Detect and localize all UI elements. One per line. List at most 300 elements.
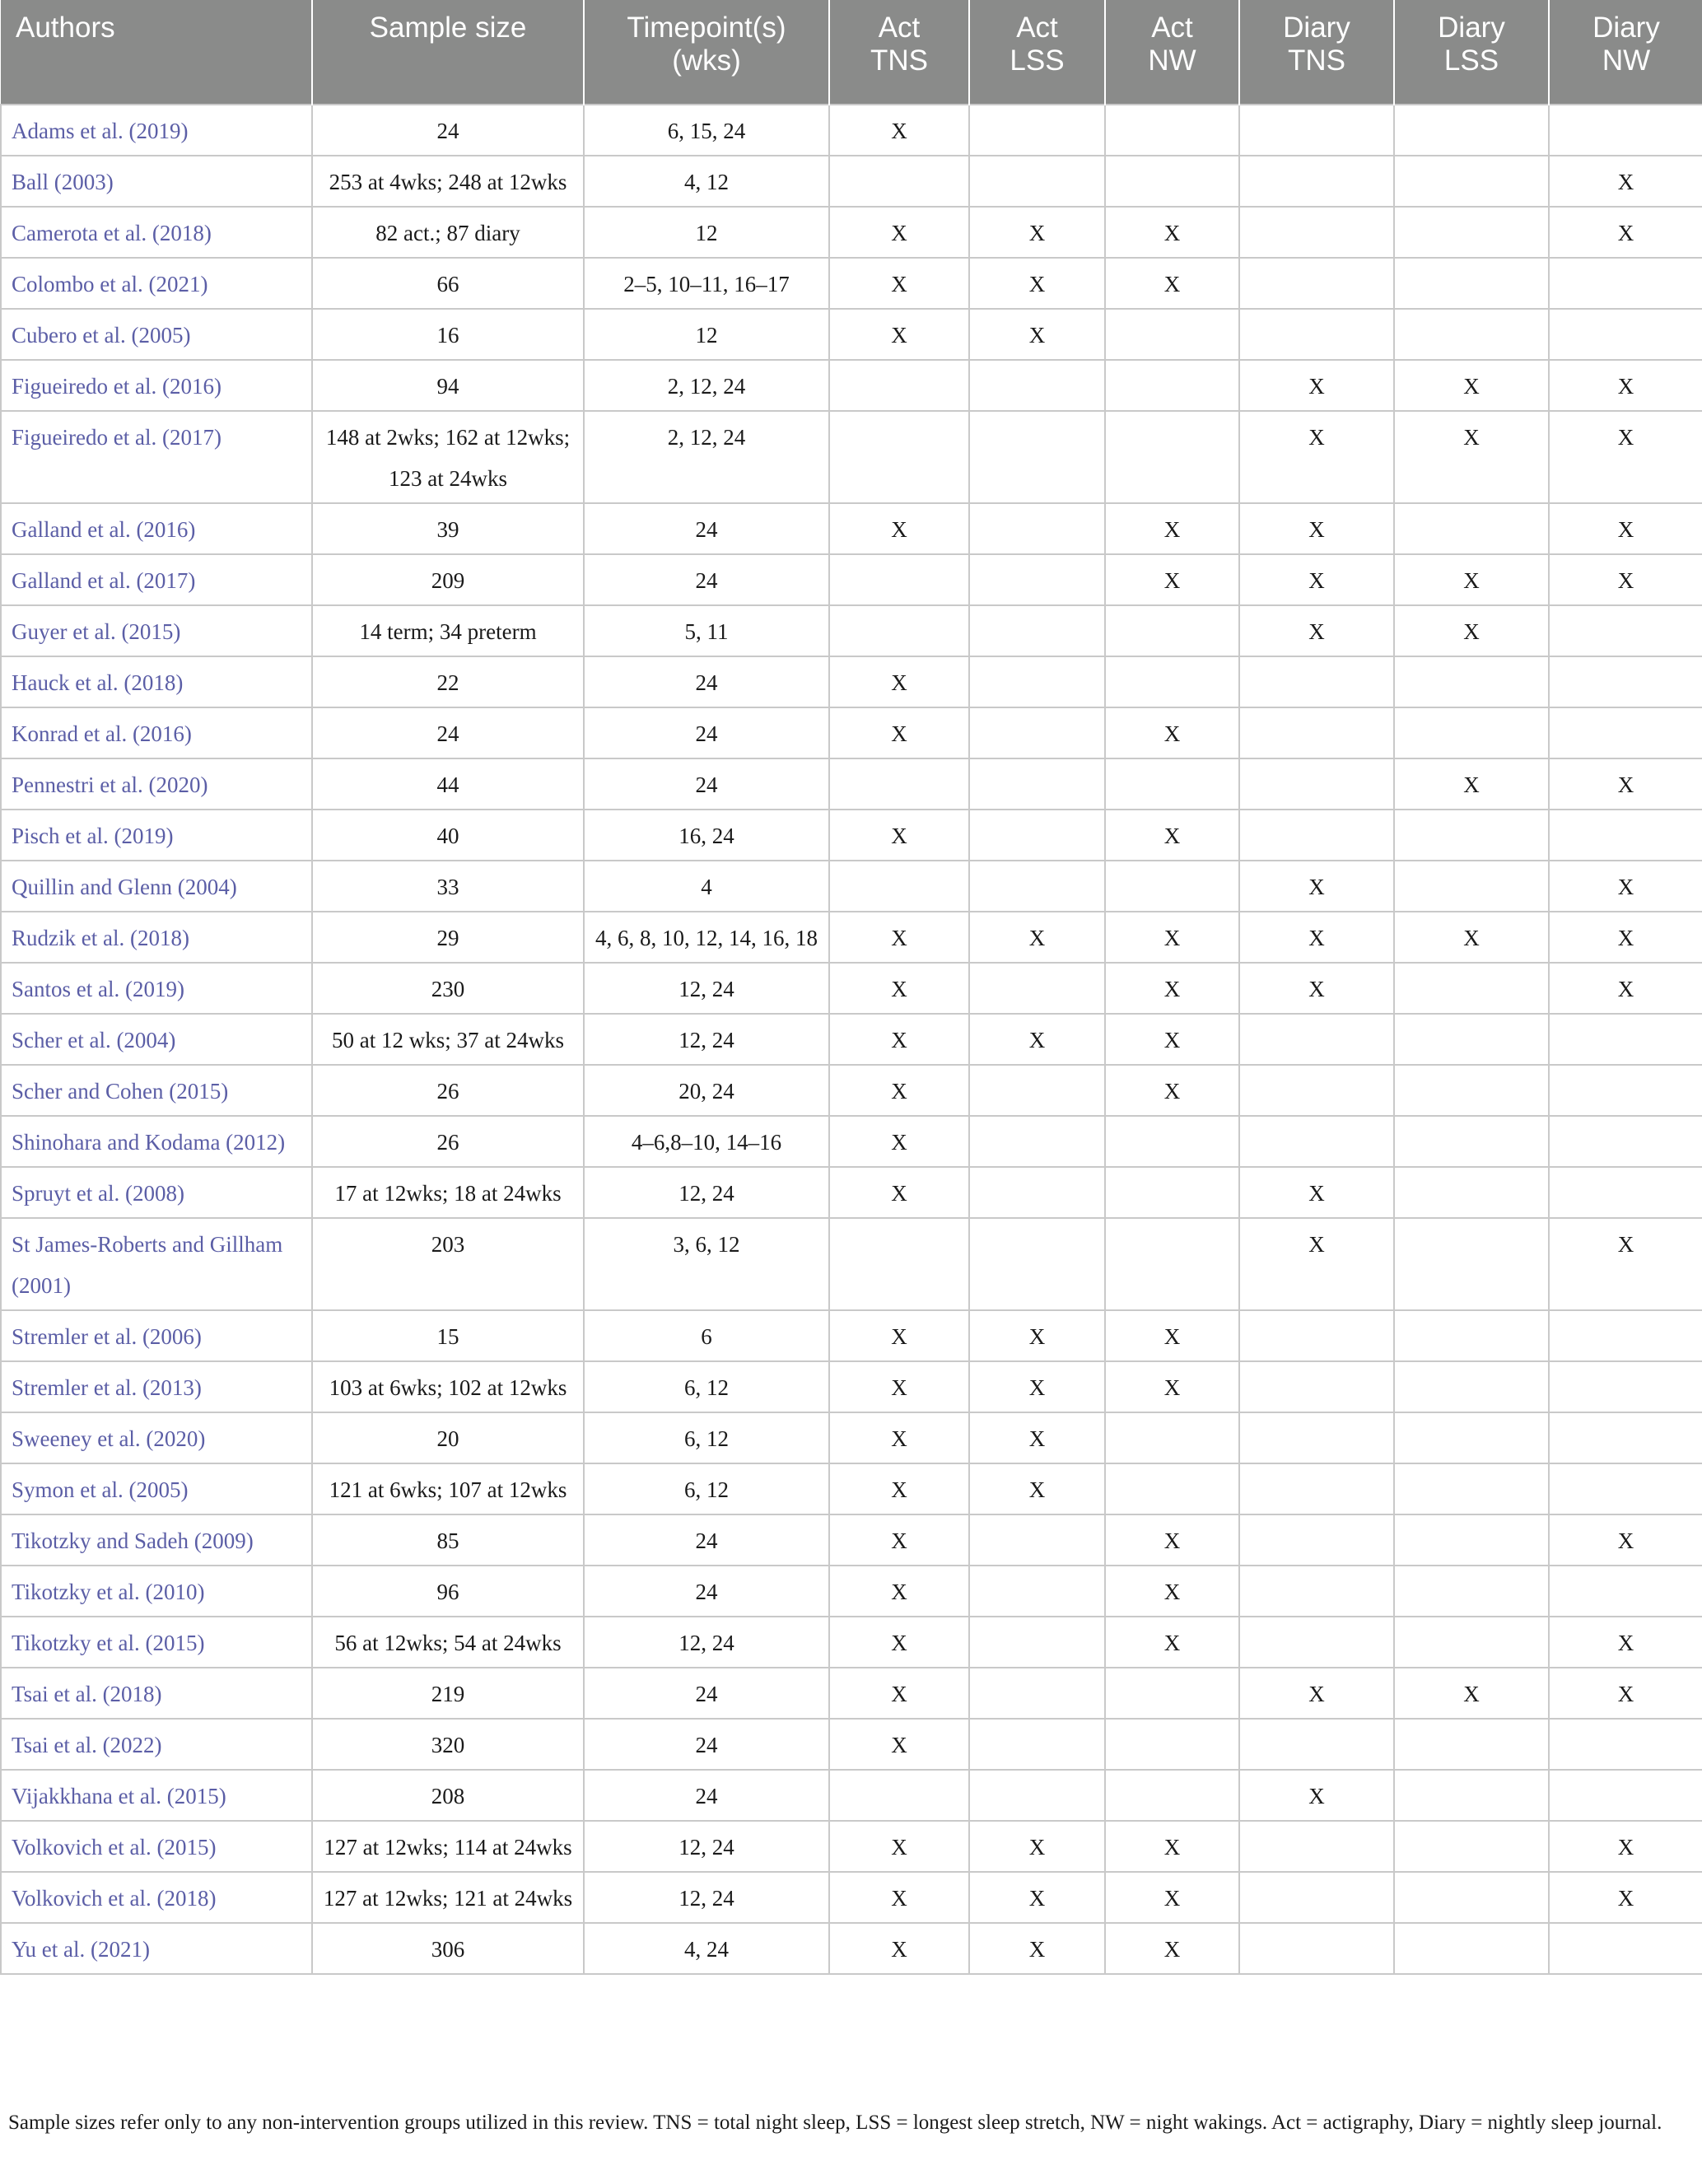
sample-size-cell: 96: [312, 1566, 584, 1617]
mark-cell-diary-tns: X: [1239, 411, 1394, 503]
mark-cell-diary-nw: [1549, 1719, 1702, 1770]
timepoints-cell: 4–6,8–10, 14–16: [584, 1116, 829, 1167]
header-act-nw-line: Act: [1151, 12, 1193, 44]
timepoints-cell: 4: [584, 861, 829, 912]
author-link[interactable]: Scher et al. (2004): [1, 1014, 312, 1065]
mark-cell-act-nw: [1105, 1668, 1239, 1719]
mark-cell-diary-nw: [1549, 1923, 1702, 1974]
timepoints-cell: 12: [584, 309, 829, 360]
table-row: [1, 1872, 1702, 1923]
mark-cell-act-lss: X: [969, 207, 1105, 258]
mark-cell-diary-lss: [1394, 1218, 1549, 1310]
mark-cell-act-lss: [969, 656, 1105, 707]
mark-cell-act-lss: [969, 411, 1105, 503]
mark-cell-diary-lss: [1394, 1361, 1549, 1412]
sample-size-cell: 253 at 4wks; 248 at 12wks: [312, 156, 584, 207]
mark-cell-diary-tns: [1239, 1719, 1394, 1770]
mark-cell-act-nw: [1105, 605, 1239, 656]
mark-cell-act-nw: [1105, 1770, 1239, 1821]
mark-cell-act-lss: X: [969, 1014, 1105, 1065]
mark-cell-act-tns: X: [829, 1617, 969, 1668]
mark-cell-act-nw: X: [1105, 1065, 1239, 1116]
mark-cell-diary-nw: [1549, 1014, 1702, 1065]
mark-cell-act-lss: [969, 360, 1105, 411]
mark-cell-diary-tns: [1239, 810, 1394, 861]
table-row: [1, 1361, 1702, 1412]
sample-size-cell: 208: [312, 1770, 584, 1821]
mark-cell-diary-nw: [1549, 707, 1702, 758]
sample-size-cell: 40: [312, 810, 584, 861]
mark-cell-act-tns: [829, 861, 969, 912]
mark-cell-act-tns: X: [829, 1412, 969, 1463]
author-link[interactable]: Stremler et al. (2013): [1, 1361, 312, 1412]
mark-cell-diary-nw: X: [1549, 156, 1702, 207]
timepoints-cell: 24: [584, 1566, 829, 1617]
mark-cell-act-tns: X: [829, 1719, 969, 1770]
table-row: [1, 605, 1702, 656]
mark-cell-act-tns: [829, 360, 969, 411]
author-link[interactable]: Spruyt et al. (2008): [1, 1167, 312, 1218]
sample-size-cell: 20: [312, 1412, 584, 1463]
mark-cell-diary-nw: X: [1549, 207, 1702, 258]
sample-size-cell: 230: [312, 963, 584, 1014]
sample-size-cell: 127 at 12wks; 121 at 24wks: [312, 1872, 584, 1923]
table-row: [1, 912, 1702, 963]
timepoints-cell: 6, 12: [584, 1463, 829, 1514]
timepoints-cell: 12: [584, 207, 829, 258]
table-row: [1, 1310, 1702, 1361]
mark-cell-diary-tns: [1239, 1617, 1394, 1668]
sample-size-cell: 22: [312, 656, 584, 707]
mark-cell-diary-lss: [1394, 503, 1549, 554]
mark-cell-diary-tns: [1239, 707, 1394, 758]
mark-cell-diary-tns: X: [1239, 360, 1394, 411]
mark-cell-diary-nw: [1549, 1310, 1702, 1361]
sample-size-cell: 24: [312, 105, 584, 156]
mark-cell-diary-lss: [1394, 963, 1549, 1014]
timepoints-cell: 24: [584, 554, 829, 605]
timepoints-cell: 24: [584, 1668, 829, 1719]
mark-cell-diary-nw: X: [1549, 1218, 1702, 1310]
mark-cell-act-nw: [1105, 360, 1239, 411]
author-link[interactable]: Tikotzky et al. (2015): [1, 1617, 312, 1668]
mark-cell-diary-tns: [1239, 1821, 1394, 1872]
mark-cell-diary-tns: X: [1239, 1668, 1394, 1719]
mark-cell-act-tns: X: [829, 1116, 969, 1167]
header-sample-size-line: Sample size: [369, 12, 527, 44]
timepoints-cell: 12, 24: [584, 963, 829, 1014]
table-row: [1, 1412, 1702, 1463]
mark-cell-act-tns: X: [829, 810, 969, 861]
mark-cell-diary-nw: [1549, 1566, 1702, 1617]
header-diary-tns-line: Diary: [1283, 12, 1350, 44]
mark-cell-diary-tns: [1239, 1014, 1394, 1065]
mark-cell-act-lss: X: [969, 912, 1105, 963]
sample-size-cell: 148 at 2wks; 162 at 12wks; 123 at 24wks: [312, 411, 584, 503]
header-timepoints-line: Timepoint(s): [627, 12, 786, 44]
timepoints-cell: 6, 12: [584, 1412, 829, 1463]
mark-cell-act-lss: [969, 1116, 1105, 1167]
table-footnote: Sample sizes refer only to any non-intervention groups utilized in this review. TNS = total night sleep, LSS = longest sleep stretch, NW = night wakings. Act = actigraphy, Diary = nightly sleep journal.: [8, 2112, 1662, 2134]
mark-cell-diary-lss: X: [1394, 912, 1549, 963]
mark-cell-diary-lss: X: [1394, 554, 1549, 605]
mark-cell-act-tns: X: [829, 1668, 969, 1719]
mark-cell-diary-tns: [1239, 1065, 1394, 1116]
sample-size-cell: 127 at 12wks; 114 at 24wks: [312, 1821, 584, 1872]
mark-cell-diary-lss: [1394, 1566, 1549, 1617]
mark-cell-diary-nw: X: [1549, 758, 1702, 810]
mark-cell-diary-lss: X: [1394, 360, 1549, 411]
table-row: [1, 1923, 1702, 1974]
author-link[interactable]: Cubero et al. (2005): [1, 309, 312, 360]
sample-size-cell: 121 at 6wks; 107 at 12wks: [312, 1463, 584, 1514]
mark-cell-act-lss: [969, 758, 1105, 810]
mark-cell-act-lss: [969, 963, 1105, 1014]
mark-cell-act-tns: [829, 411, 969, 503]
author-link[interactable]: Guyer et al. (2015): [1, 605, 312, 656]
mark-cell-act-lss: X: [969, 1361, 1105, 1412]
mark-cell-act-lss: [969, 1065, 1105, 1116]
mark-cell-act-lss: [969, 1514, 1105, 1566]
mark-cell-diary-lss: [1394, 1617, 1549, 1668]
mark-cell-act-lss: [969, 1566, 1105, 1617]
mark-cell-act-nw: X: [1105, 1310, 1239, 1361]
mark-cell-act-tns: [829, 156, 969, 207]
timepoints-cell: 24: [584, 1719, 829, 1770]
header-timepoints-line: (wks): [672, 44, 741, 77]
mark-cell-act-nw: X: [1105, 963, 1239, 1014]
mark-cell-diary-nw: X: [1549, 1821, 1702, 1872]
mark-cell-diary-tns: [1239, 1310, 1394, 1361]
table-row: [1, 1821, 1702, 1872]
mark-cell-act-tns: X: [829, 1872, 969, 1923]
mark-cell-diary-nw: [1549, 810, 1702, 861]
table-row: [1, 156, 1702, 207]
mark-cell-diary-tns: X: [1239, 503, 1394, 554]
mark-cell-act-nw: [1105, 156, 1239, 207]
sample-size-cell: 26: [312, 1065, 584, 1116]
mark-cell-act-tns: X: [829, 258, 969, 309]
mark-cell-diary-lss: [1394, 1514, 1549, 1566]
sample-size-cell: 56 at 12wks; 54 at 24wks: [312, 1617, 584, 1668]
mark-cell-diary-lss: [1394, 1412, 1549, 1463]
author-link[interactable]: Tsai et al. (2018): [1, 1668, 312, 1719]
sample-size-cell: 14 term; 34 preterm: [312, 605, 584, 656]
timepoints-cell: 12, 24: [584, 1617, 829, 1668]
table-row: [1, 810, 1702, 861]
mark-cell-diary-tns: X: [1239, 861, 1394, 912]
mark-cell-act-nw: X: [1105, 1014, 1239, 1065]
mark-cell-act-nw: X: [1105, 1923, 1239, 1974]
sample-size-cell: 219: [312, 1668, 584, 1719]
author-link[interactable]: Galland et al. (2017): [1, 554, 312, 605]
header-diary-nw-line: NW: [1602, 44, 1651, 77]
mark-cell-act-lss: [969, 605, 1105, 656]
mark-cell-act-nw: X: [1105, 912, 1239, 963]
timepoints-cell: 20, 24: [584, 1065, 829, 1116]
mark-cell-diary-tns: X: [1239, 912, 1394, 963]
mark-cell-diary-tns: X: [1239, 963, 1394, 1014]
header-act-nw-line: NW: [1148, 44, 1196, 77]
mark-cell-act-tns: [829, 554, 969, 605]
mark-cell-act-lss: [969, 1668, 1105, 1719]
table-row: [1, 1463, 1702, 1514]
author-link[interactable]: Konrad et al. (2016): [1, 707, 312, 758]
table-row: [1, 1566, 1702, 1617]
sample-size-cell: 320: [312, 1719, 584, 1770]
mark-cell-diary-lss: [1394, 861, 1549, 912]
mark-cell-diary-tns: [1239, 258, 1394, 309]
table-row: [1, 1218, 1702, 1310]
mark-cell-diary-nw: X: [1549, 963, 1702, 1014]
author-link[interactable]: Vijakkhana et al. (2015): [1, 1770, 312, 1821]
header-diary-lss: [1394, 0, 1549, 105]
sample-size-cell: 29: [312, 912, 584, 963]
header-authors-line: Authors: [16, 12, 115, 44]
mark-cell-act-nw: X: [1105, 554, 1239, 605]
mark-cell-act-nw: X: [1105, 1872, 1239, 1923]
author-link[interactable]: Hauck et al. (2018): [1, 656, 312, 707]
mark-cell-act-nw: X: [1105, 810, 1239, 861]
mark-cell-act-nw: [1105, 1412, 1239, 1463]
timepoints-cell: 6, 12: [584, 1361, 829, 1412]
author-link[interactable]: Camerota et al. (2018): [1, 207, 312, 258]
timepoints-cell: 24: [584, 1770, 829, 1821]
mark-cell-diary-lss: X: [1394, 411, 1549, 503]
mark-cell-diary-tns: X: [1239, 1218, 1394, 1310]
header-sample-size: [312, 0, 584, 105]
mark-cell-act-nw: X: [1105, 1821, 1239, 1872]
table-header-row: [1, 0, 1702, 105]
mark-cell-act-lss: [969, 707, 1105, 758]
table-row: [1, 758, 1702, 810]
sample-size-cell: 33: [312, 861, 584, 912]
author-link[interactable]: Volkovich et al. (2015): [1, 1821, 312, 1872]
mark-cell-act-nw: [1105, 309, 1239, 360]
mark-cell-diary-lss: [1394, 1719, 1549, 1770]
mark-cell-diary-tns: X: [1239, 1770, 1394, 1821]
header-diary-lss-line: LSS: [1443, 44, 1499, 77]
mark-cell-diary-tns: [1239, 105, 1394, 156]
mark-cell-diary-tns: [1239, 1514, 1394, 1566]
mark-cell-diary-nw: [1549, 309, 1702, 360]
mark-cell-act-nw: [1105, 1218, 1239, 1310]
author-link[interactable]: Figueiredo et al. (2017): [1, 411, 312, 503]
mark-cell-diary-nw: X: [1549, 503, 1702, 554]
mark-cell-act-tns: X: [829, 1361, 969, 1412]
table-row: [1, 411, 1702, 503]
sample-size-cell: 94: [312, 360, 584, 411]
mark-cell-act-tns: X: [829, 656, 969, 707]
author-link[interactable]: Sweeney et al. (2020): [1, 1412, 312, 1463]
mark-cell-diary-nw: [1549, 105, 1702, 156]
mark-cell-diary-lss: [1394, 1116, 1549, 1167]
mark-cell-diary-tns: [1239, 656, 1394, 707]
mark-cell-diary-tns: [1239, 1361, 1394, 1412]
mark-cell-act-lss: X: [969, 1923, 1105, 1974]
timepoints-cell: 16, 24: [584, 810, 829, 861]
author-link[interactable]: Galland et al. (2016): [1, 503, 312, 554]
header-timepoints: [584, 0, 829, 105]
timepoints-cell: 24: [584, 1514, 829, 1566]
mark-cell-diary-nw: [1549, 1361, 1702, 1412]
timepoints-cell: 6: [584, 1310, 829, 1361]
author-link[interactable]: Tsai et al. (2022): [1, 1719, 312, 1770]
timepoints-cell: 6, 15, 24: [584, 105, 829, 156]
mark-cell-diary-lss: [1394, 810, 1549, 861]
table-row: [1, 207, 1702, 258]
mark-cell-act-lss: [969, 156, 1105, 207]
header-diary-tns-line: TNS: [1288, 44, 1345, 77]
author-link[interactable]: Figueiredo et al. (2016): [1, 360, 312, 411]
author-link[interactable]: Scher and Cohen (2015): [1, 1065, 312, 1116]
mark-cell-act-lss: [969, 1617, 1105, 1668]
mark-cell-act-nw: [1105, 1116, 1239, 1167]
author-link[interactable]: Adams et al. (2019): [1, 105, 312, 156]
author-link[interactable]: Shinohara and Kodama (2012): [1, 1116, 312, 1167]
sample-size-cell: 103 at 6wks; 102 at 12wks: [312, 1361, 584, 1412]
mark-cell-act-lss: X: [969, 1310, 1105, 1361]
table-row: [1, 656, 1702, 707]
mark-cell-act-lss: X: [969, 1463, 1105, 1514]
mark-cell-diary-tns: [1239, 1923, 1394, 1974]
mark-cell-diary-lss: [1394, 1463, 1549, 1514]
author-link[interactable]: Tikotzky et al. (2010): [1, 1566, 312, 1617]
header-act-tns: [829, 0, 969, 105]
table-row: [1, 1167, 1702, 1218]
mark-cell-act-tns: X: [829, 1566, 969, 1617]
mark-cell-diary-nw: [1549, 605, 1702, 656]
sample-size-cell: 16: [312, 309, 584, 360]
mark-cell-diary-tns: [1239, 207, 1394, 258]
mark-cell-act-tns: X: [829, 963, 969, 1014]
mark-cell-diary-lss: [1394, 656, 1549, 707]
mark-cell-diary-lss: [1394, 1065, 1549, 1116]
author-link[interactable]: Yu et al. (2021): [1, 1923, 312, 1974]
author-link[interactable]: Stremler et al. (2006): [1, 1310, 312, 1361]
mark-cell-act-lss: [969, 1770, 1105, 1821]
sample-size-cell: 50 at 12 wks; 37 at 24wks: [312, 1014, 584, 1065]
author-link[interactable]: Symon et al. (2005): [1, 1463, 312, 1514]
sample-size-cell: 44: [312, 758, 584, 810]
author-link[interactable]: Santos et al. (2019): [1, 963, 312, 1014]
mark-cell-diary-tns: X: [1239, 1167, 1394, 1218]
mark-cell-act-lss: X: [969, 309, 1105, 360]
mark-cell-act-nw: [1105, 411, 1239, 503]
mark-cell-act-tns: X: [829, 503, 969, 554]
mark-cell-act-nw: [1105, 656, 1239, 707]
sample-size-cell: 26: [312, 1116, 584, 1167]
timepoints-cell: 12, 24: [584, 1167, 829, 1218]
table-row: [1, 360, 1702, 411]
mark-cell-act-nw: [1105, 105, 1239, 156]
mark-cell-diary-tns: [1239, 1566, 1394, 1617]
mark-cell-act-lss: [969, 1719, 1105, 1770]
mark-cell-act-tns: X: [829, 1014, 969, 1065]
mark-cell-act-nw: X: [1105, 1361, 1239, 1412]
header-act-tns-line: Act: [878, 12, 921, 44]
mark-cell-diary-lss: [1394, 707, 1549, 758]
author-link[interactable]: Ball (2003): [1, 156, 312, 207]
mark-cell-act-lss: [969, 105, 1105, 156]
table-row: [1, 707, 1702, 758]
author-link[interactable]: Pennestri et al. (2020): [1, 758, 312, 810]
timepoints-cell: 4, 12: [584, 156, 829, 207]
mark-cell-act-tns: X: [829, 1065, 969, 1116]
author-link[interactable]: Colombo et al. (2021): [1, 258, 312, 309]
mark-cell-act-lss: [969, 503, 1105, 554]
timepoints-cell: 24: [584, 656, 829, 707]
mark-cell-diary-lss: X: [1394, 758, 1549, 810]
table-body: [1, 105, 1702, 1974]
mark-cell-act-tns: X: [829, 1923, 969, 1974]
mark-cell-act-tns: [829, 1770, 969, 1821]
mark-cell-diary-nw: X: [1549, 1872, 1702, 1923]
header-diary-nw-line: Diary: [1592, 12, 1660, 44]
author-link[interactable]: Pisch et al. (2019): [1, 810, 312, 861]
mark-cell-act-tns: X: [829, 309, 969, 360]
table-row: [1, 1014, 1702, 1065]
mark-cell-act-lss: [969, 554, 1105, 605]
mark-cell-act-nw: X: [1105, 503, 1239, 554]
table-row: [1, 1617, 1702, 1668]
mark-cell-act-lss: X: [969, 1872, 1105, 1923]
sample-size-cell: 306: [312, 1923, 584, 1974]
mark-cell-act-nw: X: [1105, 707, 1239, 758]
sample-size-cell: 82 act.; 87 diary: [312, 207, 584, 258]
mark-cell-diary-tns: [1239, 309, 1394, 360]
mark-cell-act-tns: [829, 758, 969, 810]
author-link[interactable]: Rudzik et al. (2018): [1, 912, 312, 963]
mark-cell-act-tns: X: [829, 912, 969, 963]
mark-cell-act-nw: [1105, 1167, 1239, 1218]
table-row: [1, 1770, 1702, 1821]
author-link[interactable]: Volkovich et al. (2018): [1, 1872, 312, 1923]
mark-cell-diary-nw: X: [1549, 1617, 1702, 1668]
timepoints-cell: 4, 6, 8, 10, 12, 14, 16, 18: [584, 912, 829, 963]
sample-size-cell: 203: [312, 1218, 584, 1310]
author-link[interactable]: St James-Roberts and Gillham (2001): [1, 1218, 312, 1310]
mark-cell-diary-nw: X: [1549, 1514, 1702, 1566]
sample-size-cell: 85: [312, 1514, 584, 1566]
author-link[interactable]: Tikotzky and Sadeh (2009): [1, 1514, 312, 1566]
mark-cell-diary-tns: [1239, 1116, 1394, 1167]
mark-cell-diary-lss: X: [1394, 1668, 1549, 1719]
mark-cell-diary-lss: [1394, 1310, 1549, 1361]
mark-cell-diary-nw: [1549, 1463, 1702, 1514]
table-row: [1, 258, 1702, 309]
mark-cell-diary-nw: X: [1549, 360, 1702, 411]
header-authors: [1, 0, 312, 105]
table-row: [1, 554, 1702, 605]
mark-cell-diary-nw: [1549, 1167, 1702, 1218]
header-act-lss-line: LSS: [1010, 44, 1065, 77]
mark-cell-diary-nw: X: [1549, 411, 1702, 503]
timepoints-cell: 4, 24: [584, 1923, 829, 1974]
mark-cell-diary-nw: X: [1549, 554, 1702, 605]
mark-cell-act-nw: X: [1105, 207, 1239, 258]
mark-cell-act-nw: [1105, 758, 1239, 810]
mark-cell-diary-lss: [1394, 1770, 1549, 1821]
mark-cell-act-tns: [829, 1218, 969, 1310]
mark-cell-act-tns: X: [829, 707, 969, 758]
mark-cell-act-tns: X: [829, 207, 969, 258]
author-link[interactable]: Quillin and Glenn (2004): [1, 861, 312, 912]
sample-size-cell: 15: [312, 1310, 584, 1361]
timepoints-cell: 24: [584, 503, 829, 554]
mark-cell-diary-tns: [1239, 758, 1394, 810]
mark-cell-act-tns: X: [829, 1167, 969, 1218]
